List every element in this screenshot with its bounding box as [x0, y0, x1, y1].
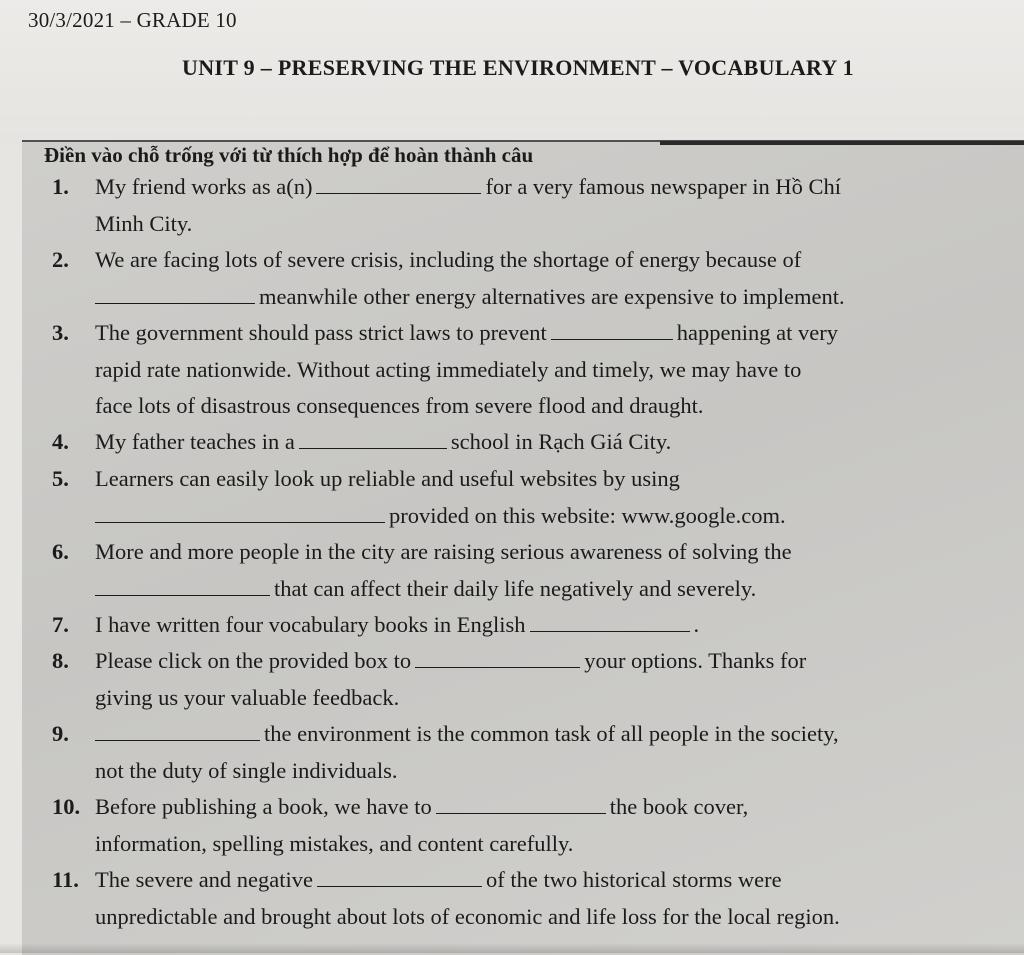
answer-blank-11[interactable]	[317, 862, 482, 887]
exercise-instruction: Điền vào chỗ trống với từ thích hợp để hoàn thành câu	[44, 143, 534, 167]
question-number: 4.	[52, 429, 69, 454]
question-text: The severe and negative	[95, 867, 314, 892]
question-number: 3.	[52, 320, 69, 345]
question-text: Minh City.	[95, 210, 193, 236]
question-number: 5.	[52, 466, 69, 491]
answer-blank-5[interactable]	[95, 498, 385, 523]
question-number: 10.	[52, 794, 81, 819]
answer-blank-2[interactable]	[95, 279, 255, 304]
question-text: I have written four vocabulary books in English	[95, 612, 526, 637]
question-text: the book cover,	[609, 794, 749, 819]
question-number: 2.	[52, 247, 69, 272]
question-number: 7.	[52, 612, 69, 637]
question-number: 9.	[52, 721, 69, 746]
question-number: 1.	[52, 174, 69, 199]
answer-blank-8[interactable]	[415, 643, 580, 668]
question-number: 6.	[52, 539, 69, 564]
question-8	[52, 643, 992, 716]
question-text: My father teaches in a	[95, 429, 295, 454]
question-text: unpredictable and brought about lots of economic and life loss for the local region.	[95, 903, 840, 929]
divider-line	[660, 141, 1024, 145]
question-9	[52, 716, 992, 789]
question-text: that can affect their daily life negatively and severely.	[274, 575, 757, 601]
question-text: provided on this website: www.google.com.	[389, 502, 786, 528]
answer-blank-7[interactable]	[530, 607, 690, 632]
page-title: UNIT 9 – PRESERVING THE ENVIRONMENT – VOCABULARY 1	[182, 55, 854, 80]
question-text: giving us your valuable feedback.	[95, 684, 400, 710]
question-text: My friend works as a(n)	[95, 174, 313, 199]
page-edge-shadow	[0, 943, 1024, 953]
question-3	[52, 315, 992, 425]
answer-blank-3[interactable]	[551, 315, 673, 340]
question-5	[52, 461, 992, 534]
question-2	[52, 242, 992, 315]
question-text: Before publishing a book, we have to	[95, 794, 432, 819]
question-6	[52, 534, 992, 607]
question-7	[52, 607, 992, 644]
question-number: 11.	[52, 867, 79, 892]
question-text: not the duty of single individuals.	[95, 757, 398, 783]
date-grade-label: 30/3/2021 – GRADE 10	[28, 8, 237, 32]
answer-blank-1[interactable]	[316, 169, 481, 194]
question-text: meanwhile other energy alternatives are expensive to implement.	[259, 283, 845, 309]
answer-blank-6[interactable]	[95, 571, 270, 596]
question-text: rapid rate nationwide. Without acting immediately and timely, we may have to	[95, 356, 802, 382]
answer-blank-10[interactable]	[436, 789, 606, 814]
question-text: of the two historical storms were	[486, 867, 782, 892]
question-text: information, spelling mistakes, and content carefully.	[95, 830, 574, 856]
question-text: We are facing lots of severe crisis, including the shortage of energy because of	[95, 247, 802, 272]
question-text: for a very famous newspaper in Hồ Chí	[485, 174, 841, 199]
question-text: The government should pass strict laws to prevent	[95, 320, 547, 345]
question-text: .	[693, 612, 700, 637]
question-1	[52, 169, 992, 242]
question-text: face lots of disastrous consequences from severe flood and draught.	[95, 393, 704, 418]
question-text: More and more people in the city are raising serious awareness of solving the	[95, 539, 792, 564]
question-10	[52, 789, 992, 862]
question-number: 8.	[52, 648, 69, 673]
answer-blank-4[interactable]	[299, 424, 447, 449]
question-11	[52, 862, 992, 935]
question-text: the environment is the common task of all people in the society,	[264, 721, 839, 746]
question-text: school in Rạch Giá City.	[450, 429, 672, 454]
question-4	[52, 424, 992, 461]
question-text: Please click on the provided box to	[95, 648, 412, 673]
answer-blank-9[interactable]	[95, 716, 260, 741]
question-text: Learners can easily look up reliable and useful websites by using	[95, 466, 680, 491]
question-text: happening at very	[676, 320, 838, 345]
question-text: your options. Thanks for	[584, 648, 807, 673]
